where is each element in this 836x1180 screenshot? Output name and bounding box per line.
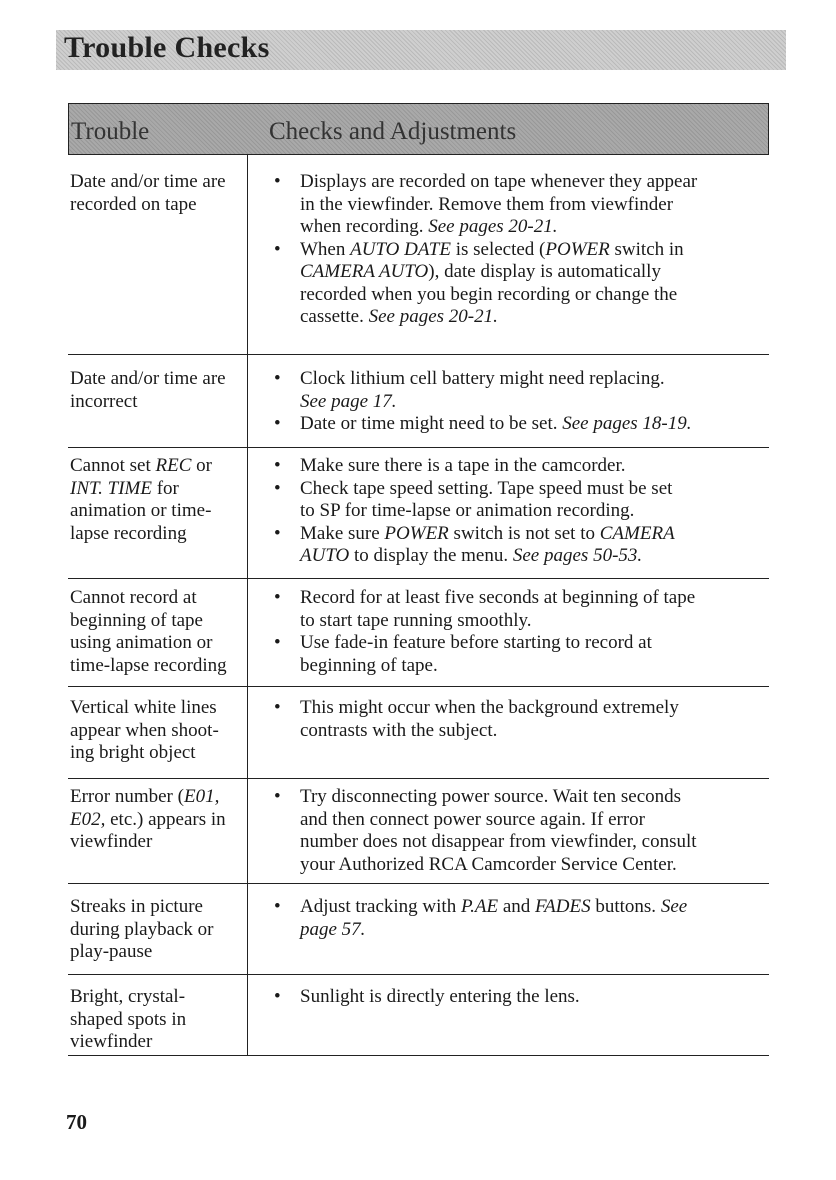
trouble-cell: Error number (E01, E02, etc.) appears in viewfinder [70,786,226,852]
check-item: • Date or time might need to be set. See pages 18-19. [271,413,761,436]
page-title: Trouble Checks [64,31,270,64]
check-item: • Adjust tracking with P.AE and FADES buttons. See page 57. [271,896,761,941]
checks-list [271,786,761,876]
check-item: • Use fade-in feature before starting to record at beginning of tape. [271,632,761,677]
trouble-text: incorrect [70,390,138,412]
trouble-text: recorded on tape [70,193,197,215]
check-item: • When AUTO DATE is selected (POWER switch in CAMERA AUTO), date display is automatically recorded when you begin recording or change the cassette. See pages 20-21. [271,239,761,329]
trouble-text: Date and/or time are [70,171,226,192]
checks-list [271,171,761,329]
checks-list [271,587,761,677]
checks-list [271,455,761,568]
table-header [68,103,769,155]
row-divider [68,974,769,975]
trouble-text: Date and/or time are [70,368,226,389]
trouble-cell: Cannot record at beginning of tape using animation or time-lapse recording [70,587,227,676]
row-divider [68,578,769,579]
row-divider [68,778,769,779]
trouble-cell: Streaks in picture during playback or play-pause [70,896,214,962]
check-item: • Sunlight is directly entering the lens. [271,986,761,1009]
trouble-cell [70,368,242,413]
check-item: • Try disconnecting power source. Wait ten seconds and then connect power source again. If error number does not disappear from viewfinder, consult your Authorized RCA Camcorder Service Center. [271,786,761,876]
title-bar [56,30,786,70]
check-item: • Clock lithium cell battery might need replacing. See page 17. [271,368,761,413]
column-divider [247,155,248,1056]
row-divider [68,883,769,884]
check-item: • Make sure POWER switch is not set to CAMERA AUTO to display the menu. See pages 50-53. [271,523,761,568]
check-item: • Displays are recorded on tape whenever they appear in the viewfinder. Remove them from viewfinder when recording. See pages 20-21. [271,171,761,239]
page-number: 70 [66,1110,87,1134]
checks-list [271,697,761,742]
check-item: • Check tape speed setting. Tape speed must be set to SP for time-lapse or animation recording. [271,478,761,523]
trouble-cell: Vertical white lines appear when shoot- ing bright object [70,697,219,763]
row-divider [68,354,769,355]
trouble-cell: Cannot set REC or INT. TIME for animation or time- lapse recording [70,455,212,544]
checks-list [271,896,761,941]
check-item: • Record for at least five seconds at beginning of tape to start tape running smoothly. [271,587,761,632]
check-item: • Make sure there is a tape in the camcorder. [271,455,761,478]
row-divider [68,686,769,687]
row-divider [68,1055,769,1056]
check-item: • This might occur when the background extremely contrasts with the subject. [271,697,761,742]
row-divider [68,447,769,448]
column-header-trouble: Trouble [71,118,150,145]
trouble-cell [70,171,242,216]
checks-list [271,368,761,436]
column-header-checks: Checks and Adjustments [269,118,517,145]
checks-list [271,986,761,1009]
trouble-cell: Bright, crystal- shaped spots in viewfinder [70,986,187,1052]
